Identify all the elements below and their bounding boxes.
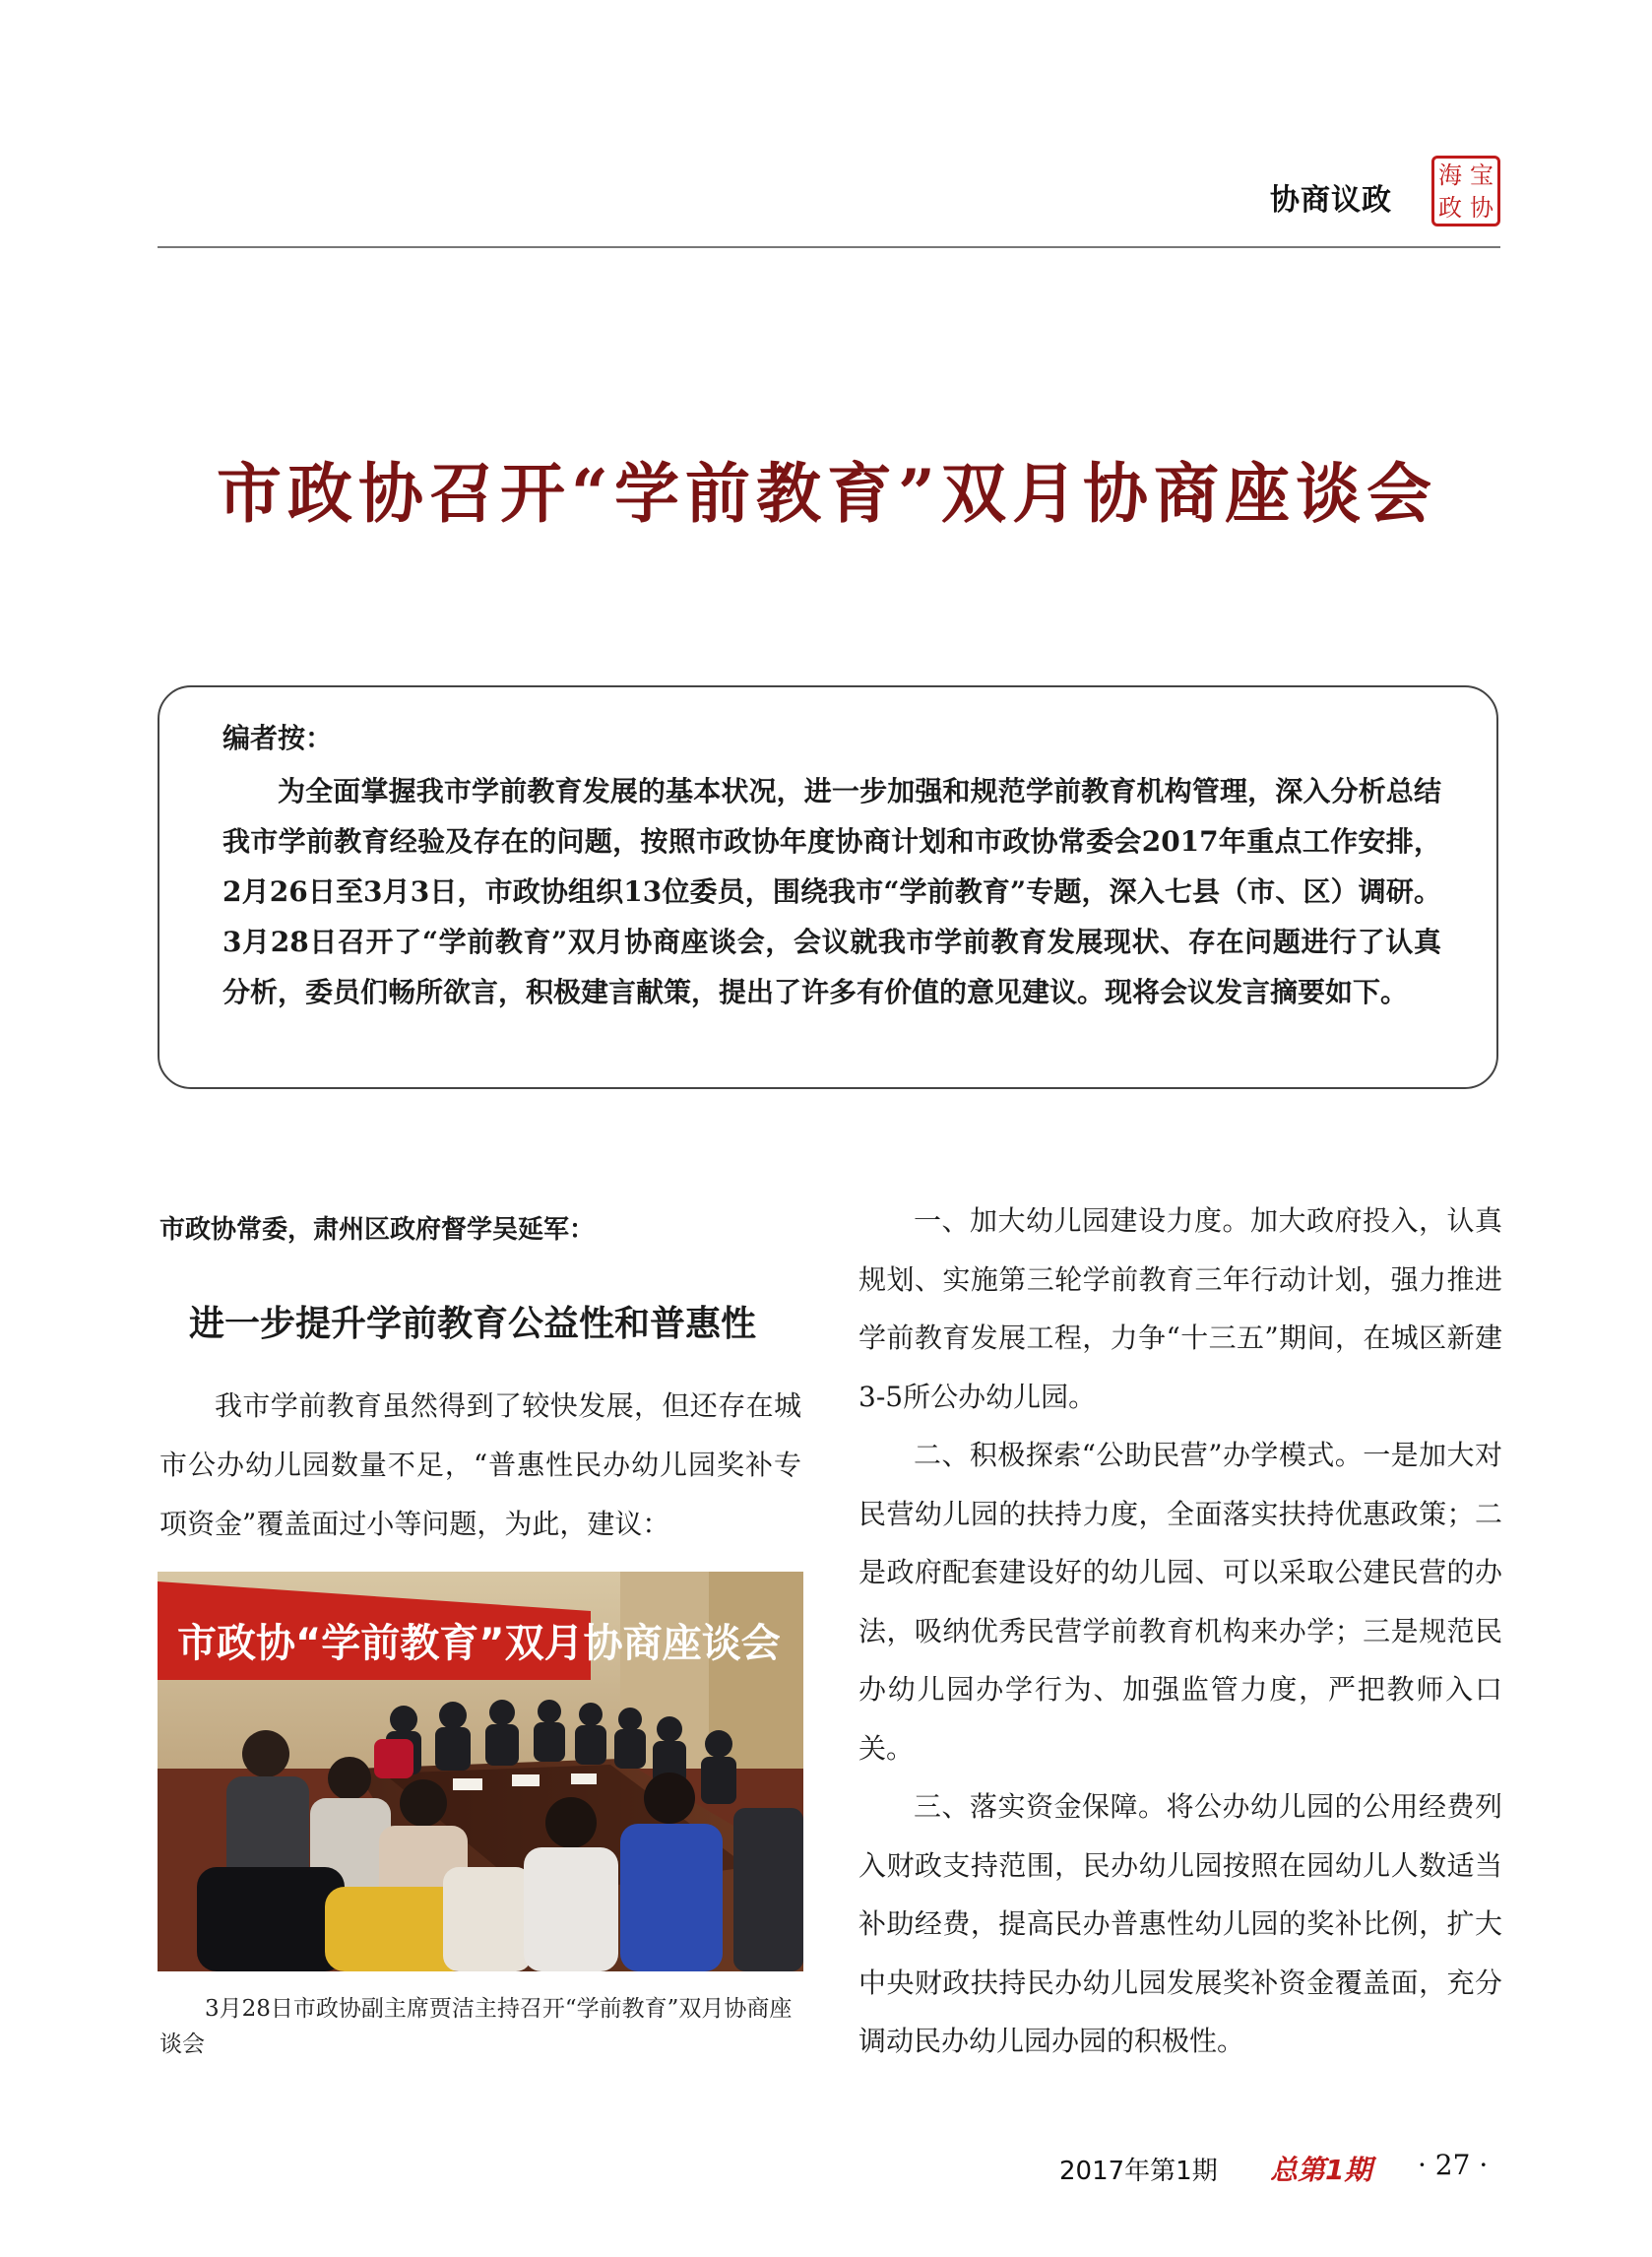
recommendation-paragraph: 一、加大幼儿园建设力度。加大政府投入，认真规划、实施第三轮学前教育三年行动计划，强力推进学前教育发展工程，力争“十三五”期间，在城区新建3-5所公办幼儿园。 [858, 1204, 1502, 1413]
page-number: · 27 · [1418, 2149, 1489, 2181]
intro-paragraph: 我市学前教育虽然得到了较快发展，但还存在城市公办幼儿园数量不足，“普惠性民办幼儿园奖补专项资金”覆盖面过小等问题，为此，建议： [159, 1389, 801, 1540]
footer-issue: 2017年第1期 [1059, 2157, 1218, 2186]
meeting-photo [158, 1572, 803, 1971]
seal-char: 海 [1438, 161, 1462, 189]
footer-brand: 总第1期 [1270, 2154, 1372, 2186]
seal-char: 政 [1438, 193, 1462, 222]
photo-banner-text: 市政协“学前教育”双月协商座谈会 [177, 1621, 781, 1666]
editor-note-box [158, 685, 1498, 1089]
recommendations [858, 1192, 1502, 2071]
editor-note-text: 为全面掌握我市学前教育发展的基本状况，进一步加强和规范学前教育机构管理，深入分析总结我市学前教育经验及存在的问题，按照市政协年度协商计划和市政协常委会2017年重点工作安排，2月26日至3月3日，市政协组织13位委员，围绕我市“学前教育”专题，深入七县（市、区）调研。3月28日召开了“学前教育”双月协商座谈会，会议就我市学前教育发展现状、存在问题进行了认真分析，委员们畅所欲言，积极建言献策，提出了许多有价值的意见建议。现将会议发言摘要如下。 [222, 775, 1441, 1008]
recommendation-paragraph: 二、积极探索“公助民营”办学模式。一是加大对民营幼儿园的扶持力度，全面落实扶持优惠政策；二是政府配套建设好的幼儿园、可以采取公建民营的办法，吸纳优秀民营学前教育机构来办学；三是规范民办幼儿园办学行为、加强监管力度，严把教师入口关。 [858, 1439, 1502, 1765]
speech-title: 进一步提升学前教育公益性和普惠性 [189, 1303, 757, 1344]
seal-char: 协 [1470, 193, 1493, 222]
recommendation-paragraph: 三、落实资金保障。将公办幼儿园的公用经费列入财政支持范围，民办幼儿园按照在园幼儿人数适当补助经费，提高民办普惠性幼儿园的奖补比例，扩大中央财政扶持民办幼儿园发展奖补资金覆盖面，充分调动民办幼儿园办园的积极性。 [858, 1790, 1502, 2057]
seal-char: 宝 [1470, 161, 1493, 189]
intro-paragraph-container [159, 1377, 801, 1554]
editor-note-heading: 编者按： [222, 722, 334, 754]
section-label: 协商议政 [1270, 183, 1392, 218]
photo-caption: 3月28日市政协副主席贾洁主持召开“学前教育”双月协商座谈会 [159, 1996, 793, 2057]
article-title: 市政协召开“学前教育”双月协商座谈会 [217, 455, 1437, 532]
header-divider [158, 246, 1500, 248]
speaker-line: 市政协常委，肃州区政府督学吴延军： [159, 1215, 596, 1245]
magazine-seal-logo [1431, 156, 1500, 226]
